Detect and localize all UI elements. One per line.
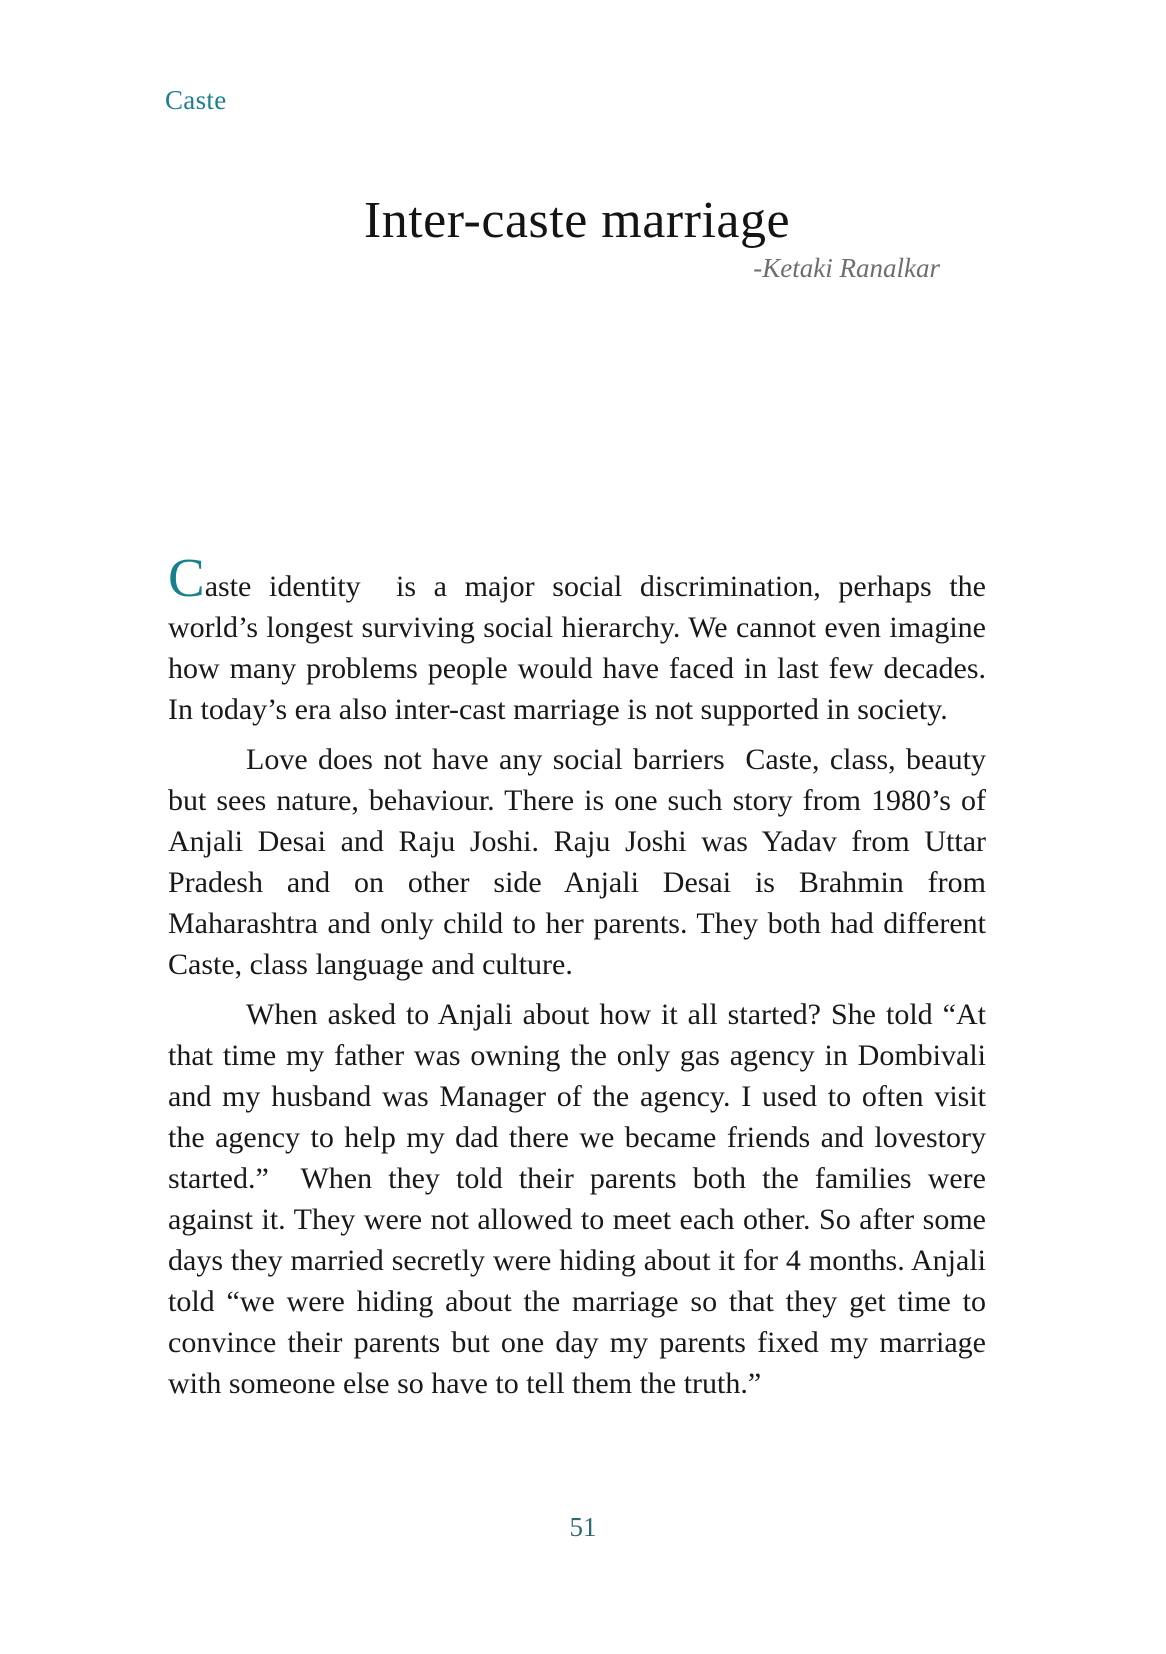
dropcap-letter: C	[168, 547, 205, 608]
article-body	[168, 547, 986, 1413]
article-title: Inter-caste marriage	[363, 192, 791, 249]
paragraph-1	[168, 547, 986, 730]
paragraph-3: When asked to Anjali about how it all started? She told “At that time my father was owning the only gas agency in Dombivali and my husband was Manager of the agency. I used to often visit the agency to help my dad there we became friends and lovestory started.” When they told their parents both the families were against it. They were not allowed to meet each other. So after some days they married secretly were hiding about it for 4 months. Anjali told “we were hiding about the marriage so that they get time to convince their parents but one day my parents fixed my marriage with someone else so have to tell them the truth.”	[168, 998, 986, 1400]
title-block	[168, 192, 986, 284]
paragraph-1-text: aste identity is a major social discrimination, perhaps the world’s longest surviving social hierarchy. We cannot even imagine how many problems people would have faced in last few decades. In today’s era also inter-cast marriage is not supported in society.	[168, 570, 986, 726]
page-number: 51	[569, 1512, 597, 1542]
article-author: -Ketaki Ranalkar	[753, 253, 940, 283]
chapter-label: Caste	[165, 85, 227, 115]
paragraph-2: Love does not have any social barriers Caste, class, beauty but sees nature, behaviour. There is one such story from 1980’s of Anjali Desai and Raju Joshi. Raju Joshi was Yadav from Uttar Pradesh and on other side Anjali Desai is Brahmin from Maharashtra and only child to her parents. They both had different Caste, class language and culture.	[168, 743, 986, 981]
